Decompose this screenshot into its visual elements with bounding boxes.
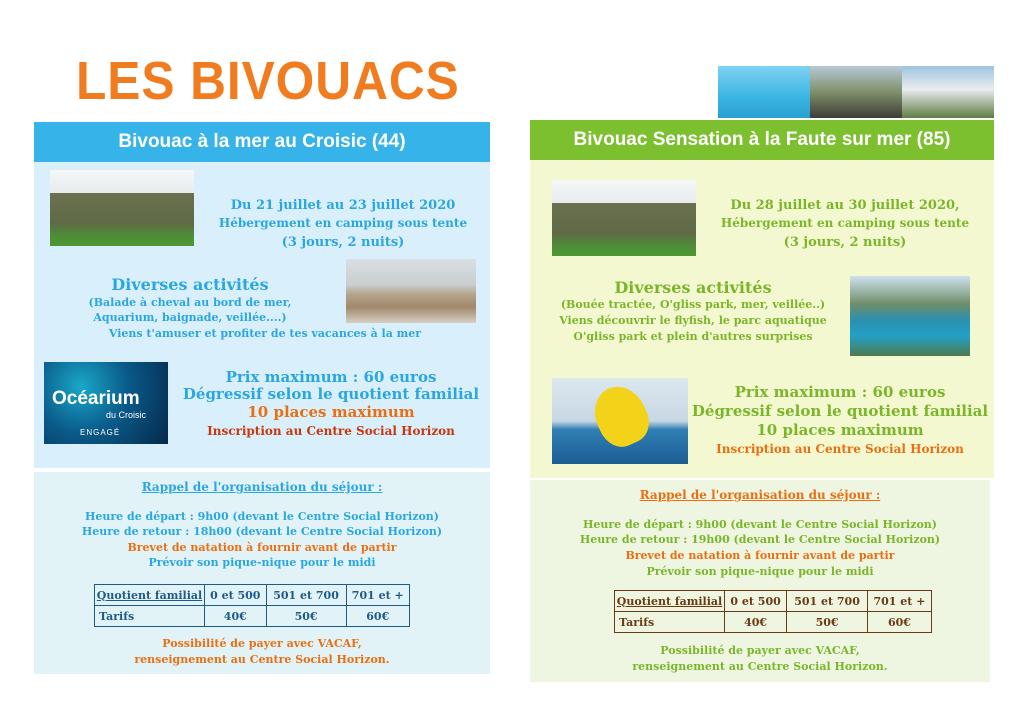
tent-photo (50, 170, 194, 246)
right-org-title: Rappel de l'organisation du séjour : (639, 488, 881, 502)
table-cell: 0 et 500 (205, 585, 267, 606)
right-tarifs-table (614, 590, 932, 633)
photo-strip (718, 66, 994, 118)
horse-beach-photo (346, 259, 476, 323)
left-brevet: Brevet de natation à fournir avant de partir (127, 541, 397, 554)
left-tarifs-table (94, 584, 410, 627)
left-lodging: Hébergement en camping sous tente (218, 216, 468, 230)
van-photo (902, 66, 994, 118)
waterpark-photo (850, 276, 970, 356)
table-cell: 60€ (346, 606, 409, 627)
table-cell: 501 et 700 (787, 591, 868, 612)
table-row (615, 591, 932, 612)
right-retour: Heure de retour : 19h00 (devant le Centre Social Horizon) (579, 533, 941, 546)
right-activities-line2: Viens découvrir le flyfish, le parc aquatique (559, 314, 827, 327)
left-activities-line3: Viens t'amuser et profiter de tes vacances à la mer (108, 327, 422, 340)
left-duration: (3 jours, 2 nuits) (281, 235, 405, 250)
left-dates: Du 21 juillet au 23 juillet 2020 (230, 198, 456, 213)
right-degressive: Dégressif selon le quotient familial (691, 402, 989, 420)
right-places: 10 places maximum (756, 421, 924, 439)
table-row (95, 606, 410, 627)
table-row (95, 585, 410, 606)
banana-boat-shape (586, 378, 657, 454)
ocearium-logo-sub: du Croisic (106, 410, 147, 420)
tent-photo (552, 180, 696, 256)
left-degressive: Dégressif selon le quotient familial (182, 385, 480, 403)
table-cell: Quotient familial (615, 591, 725, 612)
table-cell: Quotient familial (95, 585, 205, 606)
left-activities-line2: Aquarium, baignade, veillée....) (93, 311, 287, 324)
table-cell: 0 et 500 (725, 591, 787, 612)
ocearium-logo-text: Océarium (52, 388, 140, 409)
page-title: LES BIVOUACS (76, 51, 460, 111)
left-org-title: Rappel de l'organisation du séjour : (141, 480, 383, 494)
left-vacaf1: Possibilité de payer avec VACAF, (162, 637, 362, 650)
table-cell: 501 et 700 (266, 585, 346, 606)
right-activities-line3: O'gliss park et plein d'autres surprises (573, 330, 813, 343)
right-vacaf2: renseignement au Centre Social Horizon. (632, 660, 888, 673)
right-duration: (3 jours, 2 nuits) (783, 235, 907, 250)
table-cell: 701 et + (867, 591, 931, 612)
right-lodging: Hébergement en camping sous tente (720, 216, 970, 230)
table-row (615, 612, 932, 633)
table-cell: 701 et + (346, 585, 409, 606)
left-piquenique: Prévoir son pique-nique pour le midi (148, 556, 376, 569)
left-vacaf2: renseignement au Centre Social Horizon. (134, 653, 390, 666)
left-retour: Heure de retour : 18h00 (devant le Centre Social Horizon) (81, 525, 443, 538)
left-places: 10 places maximum (247, 403, 415, 421)
left-header: Bivouac à la mer au Croisic (44) (34, 122, 490, 162)
group-photo (810, 66, 902, 118)
left-depart: Heure de départ : 9h00 (devant le Centre Social Horizon) (85, 510, 439, 523)
table-cell: 50€ (266, 606, 346, 627)
table-cell: 60€ (867, 612, 931, 633)
left-price: Prix maximum : 60 euros (225, 368, 437, 386)
right-activities-line1: (Bouée tractée, O'gliss park, mer, veillée..) (560, 298, 826, 311)
right-activities-title: Diverses activités (614, 278, 772, 297)
right-brevet: Brevet de natation à fournir avant de partir (625, 549, 895, 562)
right-piquenique: Prévoir son pique-nique pour le midi (646, 565, 874, 578)
right-dates: Du 28 juillet au 30 juillet 2020, (730, 198, 960, 213)
table-cell: Tarifs (95, 606, 205, 627)
left-inscription: Inscription au Centre Social Horizon (207, 424, 455, 438)
banana-boat-photo (552, 378, 688, 464)
table-cell: 40€ (205, 606, 267, 627)
right-vacaf1: Possibilité de payer avec VACAF, (660, 644, 860, 657)
right-header: Bivouac Sensation à la Faute sur mer (85) (530, 120, 994, 160)
left-activities-line1: (Balade à cheval au bord de mer, (88, 296, 292, 309)
pool-photo (718, 66, 810, 118)
left-activities-title: Diverses activités (111, 275, 269, 294)
right-price: Prix maximum : 60 euros (734, 383, 946, 401)
right-inscription: Inscription au Centre Social Horizon (716, 442, 964, 456)
table-cell: 50€ (787, 612, 868, 633)
table-cell: 40€ (725, 612, 787, 633)
ocearium-logo-tag: ENGAGÉ (80, 428, 121, 437)
right-depart: Heure de départ : 9h00 (devant le Centre Social Horizon) (583, 518, 937, 531)
ocearium-logo (44, 362, 168, 444)
table-cell: Tarifs (615, 612, 725, 633)
